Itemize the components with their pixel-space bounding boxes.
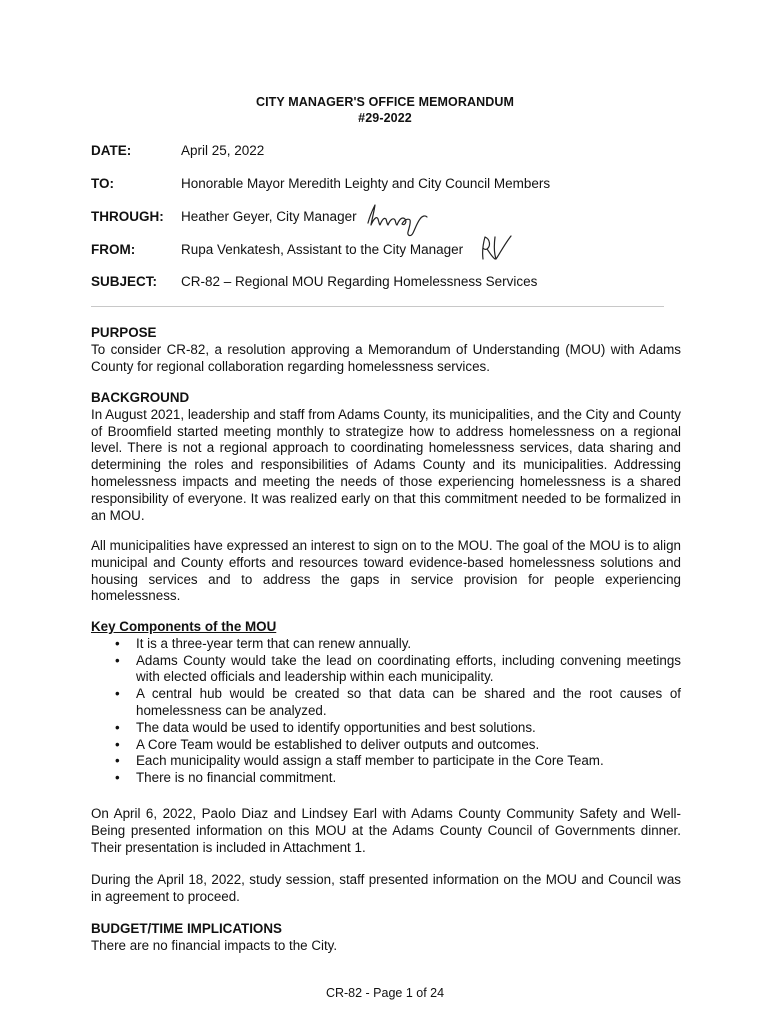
background-paragraph-1: In August 2021, leadership and staff from Adams County, its municipalities, and the City and County of Broomfield started meeting monthly to strategize how to address homelessness on a regional level. There is not a regional approach to coordinating homelessness services, data sharing and determining the roles and responsibilities of Adams County and its municipalities. Addressing homelessness impacts and meeting the needs of those experiencing homelessness is a shared responsibility of everyone. It was realized early on that this commitment needed to be formalized in an MOU.	[91, 406, 681, 523]
through-label: THROUGH:	[91, 209, 164, 224]
list-item	[91, 653, 681, 687]
to-label: TO:	[91, 176, 114, 191]
from-value: Rupa Venkatesh, Assistant to the City Manager	[181, 242, 464, 257]
from-label: FROM:	[91, 242, 136, 257]
bullet-glyph: •	[115, 635, 120, 651]
background-paragraph-2: All municipalities have expressed an interest to sign on to the MOU. The goal of the MOU is to align municipal and County efforts and resources toward evidence-based homelessness solutions and housing services and to address the gaps in service provision for people experiencing homelessness.	[91, 538, 681, 604]
purpose-section	[91, 325, 681, 375]
list-item-text: It is a three-year term that can renew annually.	[136, 635, 412, 651]
list-item	[91, 636, 681, 653]
bullet-glyph: •	[115, 736, 120, 752]
memo-number: #29-2022	[358, 111, 412, 125]
list-item	[91, 737, 681, 754]
key-components-list	[91, 636, 681, 787]
list-item-text: A Core Team would be established to deliver outputs and outcomes.	[136, 736, 540, 752]
list-item-text: Adams County would take the lead on coordinating efforts, including convening meetings with elected officials and leadership within each municipality.	[136, 652, 681, 685]
background-section	[91, 390, 681, 524]
memo-title: CITY MANAGER'S OFFICE MEMORANDUM	[255, 95, 515, 109]
bullet-glyph: •	[115, 686, 120, 702]
key-components-heading: Key Components of the MOU	[91, 619, 277, 634]
presentation-paragraph: On April 6, 2022, Paolo Diaz and Lindsey Earl with Adams County Community Safety and Well-Being presented information on this MOU at the Adams County Council of Governments dinner. Their presentation is included in Attachment 1.	[91, 806, 681, 855]
bullet-glyph: •	[115, 753, 120, 769]
presentation-paragraph-block	[91, 806, 681, 856]
through-value: Heather Geyer, City Manager	[181, 209, 357, 224]
study-session-paragraph: During the April 18, 2022, study session, staff presented information on the MOU and Council was in agreement to proceed.	[91, 872, 681, 904]
budget-text: There are no financial impacts to the City.	[91, 937, 338, 953]
list-item	[91, 720, 681, 737]
list-item-text: Each municipality would assign a staff member to participate in the Core Team.	[136, 753, 604, 769]
list-item	[91, 686, 681, 720]
page-number-footer: CR-82 - Page 1 of 24	[325, 986, 445, 1000]
list-item	[91, 753, 681, 770]
study-session-paragraph-block	[91, 872, 681, 906]
to-value: Honorable Mayor Meredith Leighty and City Council Members	[181, 176, 551, 191]
bullet-glyph: •	[115, 719, 120, 735]
key-components-section	[91, 619, 681, 787]
date-value: April 25, 2022	[181, 143, 265, 158]
list-item-text: The data would be used to identify opportunities and best solutions.	[136, 719, 536, 735]
date-label: DATE:	[91, 143, 132, 158]
header-divider	[91, 306, 664, 307]
assistant-initials-signature	[478, 233, 514, 263]
budget-heading: BUDGET/TIME IMPLICATIONS	[91, 921, 282, 936]
budget-section	[91, 921, 681, 955]
list-item-text: There is no financial commitment.	[136, 770, 337, 786]
purpose-text: To consider CR-82, a resolution approving a Memorandum of Understanding (MOU) with Adams County for regional collaboration regarding homelessness services.	[91, 341, 681, 374]
background-paragraph-2-block	[91, 538, 681, 605]
list-item-text: A central hub would be created so that data can be shared and the root causes of homelessness can be analyzed.	[136, 686, 681, 718]
background-heading: BACKGROUND	[91, 390, 190, 405]
city-manager-signature	[364, 201, 430, 239]
list-item	[91, 770, 681, 787]
purpose-heading: PURPOSE	[91, 325, 157, 340]
bullet-glyph: •	[115, 770, 120, 786]
bullet-glyph: •	[115, 652, 120, 668]
subject-value: CR-82 – Regional MOU Regarding Homelessness Services	[181, 274, 538, 289]
subject-label: SUBJECT:	[91, 274, 158, 289]
